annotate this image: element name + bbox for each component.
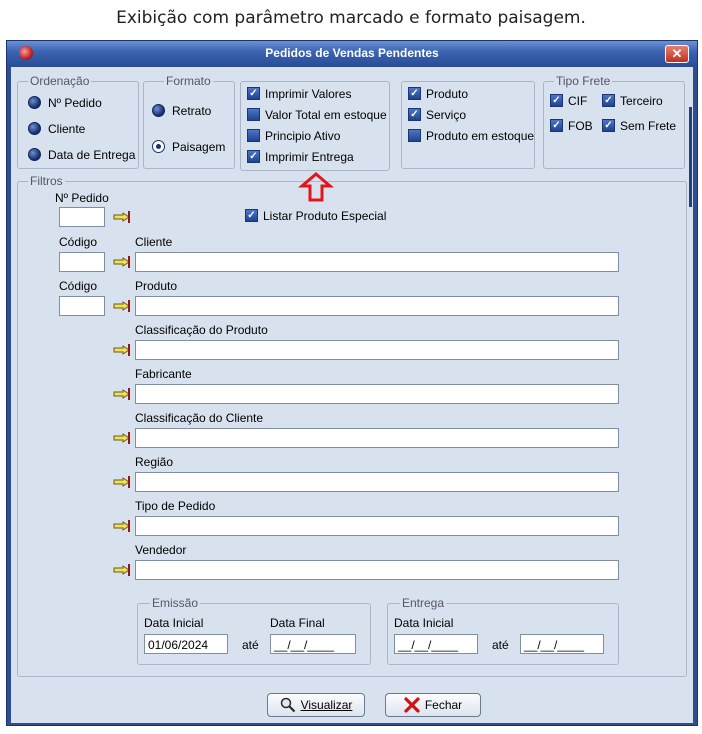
- red-x-icon: [404, 697, 420, 713]
- cliente-label: Cliente: [135, 235, 173, 249]
- checkbox-imprimir-valores[interactable]: ✓: [247, 87, 260, 100]
- formato-group: [143, 74, 235, 169]
- emissao-legend: Emissão: [152, 596, 199, 610]
- window-title: Pedidos de Vendas Pendentes: [265, 46, 439, 60]
- visualizar-label: Visualizar: [300, 698, 353, 712]
- radio-paisagem-label: Paisagem: [172, 140, 226, 154]
- emissao-data-inicial-input[interactable]: 01/06/2024: [144, 634, 228, 654]
- entrega-ate-label: até: [492, 638, 509, 652]
- hand-pointer-icon[interactable]: [113, 343, 131, 357]
- emissao-data-final-label: Data Final: [270, 616, 325, 630]
- radio-n-pedido-label: Nº Pedido: [48, 96, 102, 110]
- checkbox-servico[interactable]: ✓: [408, 108, 421, 121]
- checkbox-principio-ativo[interactable]: [247, 129, 260, 142]
- tipo-pedido-input[interactable]: [135, 516, 619, 536]
- classificacao-produto-label: Classificação do Produto: [135, 323, 268, 337]
- servico-label: Serviço: [426, 108, 467, 122]
- radio-n-pedido[interactable]: [28, 96, 41, 109]
- codigo-cliente-input[interactable]: [59, 252, 105, 272]
- radio-data-entrega[interactable]: [28, 148, 41, 161]
- sem-frete-label: Sem Frete: [620, 119, 677, 133]
- formato-legend: Formato: [166, 74, 211, 88]
- classificacao-produto-input[interactable]: [135, 340, 619, 360]
- checkbox-sem-frete[interactable]: ✓: [602, 119, 615, 132]
- entrega-data-inicial-input[interactable]: __/__/____: [394, 634, 478, 654]
- produto-filter-label: Produto: [135, 279, 178, 293]
- radio-cliente-label: Cliente: [48, 122, 86, 136]
- radio-paisagem[interactable]: [152, 140, 165, 153]
- hand-pointer-icon[interactable]: [113, 519, 131, 533]
- hand-pointer-icon[interactable]: [113, 475, 131, 489]
- vendedor-label: Vendedor: [135, 543, 187, 557]
- magnifier-icon: [280, 697, 296, 713]
- page-caption: Exibição com parâmetro marcado e formato paisagem.: [116, 8, 586, 28]
- entrega-data-inicial-label: Data Inicial: [394, 616, 454, 630]
- entrega-legend: Entrega: [402, 596, 445, 610]
- tipo-frete-legend: Tipo Frete: [556, 74, 611, 88]
- checkbox-cif[interactable]: ✓: [550, 94, 563, 107]
- checkbox-valor-total[interactable]: [247, 108, 260, 121]
- n-pedido-label: Nº Pedido: [55, 191, 109, 205]
- produto-input[interactable]: [135, 296, 619, 316]
- filtros-legend: Filtros: [30, 174, 63, 188]
- regiao-label: Região: [135, 455, 174, 469]
- principio-ativo-label: Principio Ativo: [265, 129, 341, 143]
- radio-retrato-label: Retrato: [172, 104, 212, 118]
- cliente-input[interactable]: [135, 252, 619, 272]
- terceiro-label: Terceiro: [620, 94, 663, 108]
- emissao-group: [137, 596, 371, 665]
- ordenacao-legend: Ordenação: [30, 74, 90, 88]
- fechar-button[interactable]: [385, 693, 481, 717]
- checkbox-listar-especial[interactable]: ✓: [245, 209, 258, 222]
- listar-especial-label: Listar Produto Especial: [263, 209, 387, 223]
- hand-pointer-icon[interactable]: [113, 387, 131, 401]
- dialog-window: [6, 40, 698, 726]
- radio-data-entrega-label: Data de Entrega: [48, 148, 136, 162]
- emissao-ate-label: até: [242, 638, 259, 652]
- fabricante-input[interactable]: [135, 384, 619, 404]
- produto-estoque-label: Produto em estoque: [426, 129, 535, 143]
- imprimir-valores-label: Imprimir Valores: [265, 87, 352, 101]
- dialog-client-area: [11, 67, 693, 723]
- imprimir-entrega-label: Imprimir Entrega: [265, 150, 354, 164]
- vendedor-input[interactable]: [135, 560, 619, 580]
- checkbox-produto[interactable]: ✓: [408, 87, 421, 100]
- checkbox-produto-estoque[interactable]: [408, 129, 421, 142]
- checkbox-fob[interactable]: ✓: [550, 119, 563, 132]
- radio-cliente[interactable]: [28, 122, 41, 135]
- valor-total-label: Valor Total em estoque: [265, 108, 387, 122]
- produto-group: [401, 81, 535, 169]
- impressao-group: [240, 81, 390, 171]
- scrollbar[interactable]: [689, 107, 692, 207]
- codigo-cliente-label: Código: [59, 235, 98, 249]
- hand-pointer-icon[interactable]: [113, 255, 131, 269]
- n-pedido-input[interactable]: [59, 207, 105, 227]
- ordenacao-group: [17, 74, 139, 169]
- hand-pointer-icon[interactable]: [113, 563, 131, 577]
- classificacao-cliente-label: Classificação do Cliente: [135, 411, 264, 425]
- entrega-group: [387, 596, 619, 665]
- codigo-produto-input[interactable]: [59, 296, 105, 316]
- entrega-data-final-input[interactable]: __/__/____: [520, 634, 604, 654]
- hand-pointer-icon[interactable]: [113, 210, 131, 224]
- fabricante-label: Fabricante: [135, 367, 192, 381]
- classificacao-cliente-input[interactable]: [135, 428, 619, 448]
- checkbox-imprimir-entrega[interactable]: ✓: [247, 150, 260, 163]
- hand-pointer-icon[interactable]: [113, 431, 131, 445]
- title-bar: [7, 41, 697, 65]
- regiao-input[interactable]: [135, 472, 619, 492]
- produto-label: Produto: [426, 87, 469, 101]
- fechar-label: Fechar: [424, 698, 463, 712]
- visualizar-button[interactable]: [267, 693, 365, 717]
- up-arrow-annotation: [292, 172, 340, 202]
- codigo-produto-label: Código: [59, 279, 98, 293]
- window-close-button[interactable]: ✕: [665, 45, 689, 63]
- fob-label: FOB: [568, 119, 593, 133]
- hand-pointer-icon[interactable]: [113, 299, 131, 313]
- tipo-frete-group: [543, 74, 685, 169]
- emissao-data-final-input[interactable]: __/__/____: [270, 634, 356, 654]
- emissao-data-inicial-label: Data Inicial: [144, 616, 204, 630]
- tipo-pedido-label: Tipo de Pedido: [135, 499, 216, 513]
- radio-retrato[interactable]: [152, 104, 165, 117]
- checkbox-terceiro[interactable]: ✓: [602, 94, 615, 107]
- cif-label: CIF: [568, 94, 588, 108]
